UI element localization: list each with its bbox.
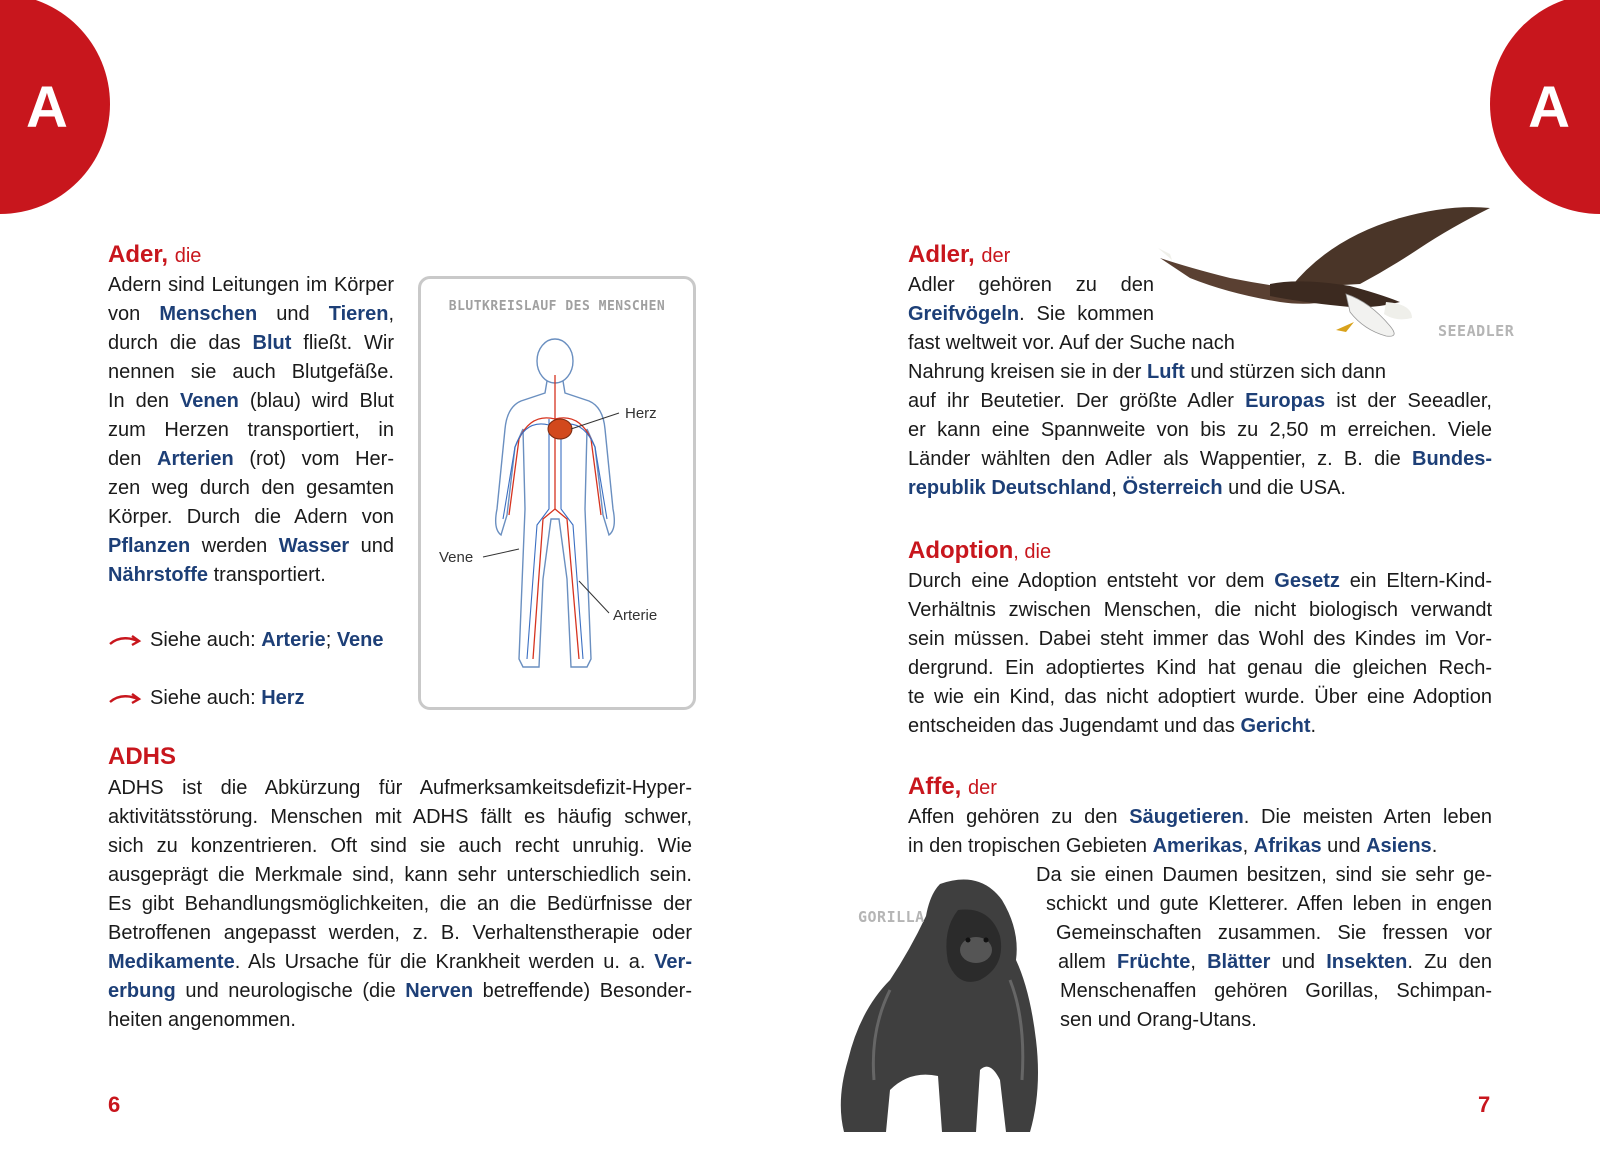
eagle-caption: SEEADLER (1438, 322, 1515, 340)
text-line (108, 1006, 692, 1035)
text-run: nennen sie auch Blutgefäße. (108, 361, 394, 383)
see-also-ader-2: Siehe auch: Herz (108, 684, 305, 713)
text-run: sen und Orang-Utans. (1060, 1009, 1257, 1031)
text-run: . Zu den (1407, 951, 1492, 973)
text-line (108, 358, 394, 387)
cross-reference-link[interactable]: Arterien (157, 448, 234, 470)
text-run: in den tropischen Gebieten (908, 835, 1153, 857)
text-run: er kann eine Spannweite von bis zu 2,50 m erreichen. Viele (908, 419, 1492, 441)
arrow-icon (108, 633, 142, 649)
text-line (908, 654, 1492, 683)
text-run: betreffende) Besonder- (473, 980, 692, 1002)
text-run: ein Eltern-Kind- (1339, 570, 1492, 592)
text-line (108, 890, 692, 919)
page-number-right: 7 (1478, 1092, 1491, 1117)
diagram-title: BLUTKREISLAUF DES MENSCHEN (448, 299, 666, 314)
cross-reference-link[interactable]: Menschen (159, 303, 258, 325)
text-line (108, 977, 692, 1006)
text-run: auf ihr Beutetier. Der größte Adler (908, 390, 1246, 412)
text-run: Es gibt Behandlungsmöglichkeiten, die an die Bedürfnisse der (108, 893, 692, 915)
text-run: Adern sind Leitungen im Körper (108, 274, 394, 296)
cross-reference-link[interactable]: Pflanzen (108, 535, 191, 557)
text-line (908, 567, 1492, 596)
entry-text-adler-narrow-3 (908, 329, 1235, 358)
entry-text-affe-narrow-3 (1056, 919, 1492, 948)
text-line (908, 832, 1492, 861)
text-line (108, 503, 394, 532)
text-run: von (108, 303, 160, 325)
link-arterie[interactable]: Arterie (261, 629, 326, 651)
cross-reference-link[interactable]: Nährstoffe (108, 564, 209, 586)
entry-text-adler-narrow-2 (908, 300, 1154, 329)
text-run: In den (108, 390, 180, 412)
text-run: und (257, 303, 329, 325)
text-run: , (1190, 951, 1208, 973)
text-run: Länder wählten den Adler als Wappentier, z. B. die (908, 448, 1412, 470)
text-line (108, 387, 394, 416)
cross-reference-link[interactable]: Österreich (1122, 477, 1223, 499)
cross-reference-link[interactable]: Blätter (1207, 951, 1271, 973)
text-line (908, 445, 1492, 474)
text-run: Nahrung kreisen sie in der (908, 361, 1148, 383)
cross-reference-link[interactable]: erbung (108, 980, 176, 1002)
text-line (908, 625, 1492, 654)
entry-title-ader: Ader, die (108, 241, 202, 268)
text-run: sich zu konzentrieren. Oft sind sie auch recht unruhig. Wie (108, 835, 692, 857)
cross-reference-link[interactable]: Tieren (328, 303, 389, 325)
text-run: transportiert. (208, 564, 326, 586)
text-run: zum Herzen transportiert, in (108, 419, 394, 441)
text-line (108, 832, 692, 861)
text-run: Da sie einen Daumen besitzen, sind sie sehr ge- (1036, 864, 1492, 886)
circulation-diagram (418, 276, 696, 710)
text-run: . (1431, 835, 1438, 857)
entry-text-adler-narrow-4 (908, 358, 1386, 387)
text-run: und die USA. (1222, 477, 1346, 499)
text-line (108, 416, 394, 445)
link-vene[interactable]: Vene (336, 629, 384, 651)
text-run: und (1270, 951, 1327, 973)
text-line (908, 712, 1492, 741)
entry-text-ader (108, 271, 394, 590)
entry-text-adler-wide (908, 387, 1492, 503)
cross-reference-link[interactable]: Säugetieren (1129, 806, 1244, 828)
text-run: ADHS ist die Abkürzung für Aufmerksamkeitsdefizit-Hyper- (108, 777, 692, 799)
text-line (108, 271, 394, 300)
text-run: Gemeinschaften zusammen. Sie fressen vor (1056, 922, 1492, 944)
chapter-letter-left: A (26, 75, 68, 140)
chapter-letter-right: A (1528, 75, 1570, 140)
gorilla-caption: GORILLA (858, 908, 925, 926)
entry-text-affe-narrow-2 (1046, 890, 1492, 919)
text-run: Körper. Durch die Adern von (108, 506, 394, 528)
text-run: (rot) vom Her- (233, 448, 394, 470)
page-number-left: 6 (108, 1092, 121, 1117)
text-run: Durch eine Adoption entsteht vor dem (908, 570, 1275, 592)
text-run: aktivitätsstörung. Menschen mit ADHS fällt es häufig schwer, (108, 806, 692, 828)
text-run: , (1242, 835, 1254, 857)
text-line (108, 803, 692, 832)
text-line (108, 300, 394, 329)
cross-reference-link[interactable]: Europas (1245, 390, 1326, 412)
text-run: . Sie kommen (1019, 303, 1154, 325)
text-run: werden (190, 535, 279, 557)
entry-text-affe-full (908, 803, 1492, 861)
text-line (108, 561, 394, 590)
text-run: Adler gehören zu den (908, 274, 1154, 296)
arrow-icon (108, 691, 142, 707)
text-run: und (1321, 835, 1367, 857)
text-line (908, 596, 1492, 625)
text-run: . (1310, 715, 1317, 737)
text-run: Affen gehören zu den (908, 806, 1130, 828)
text-run: dergrund. Ein adoptiertes Kind hat genau die gleichen Rech- (908, 657, 1492, 679)
text-line (908, 683, 1492, 712)
text-line (108, 474, 394, 503)
text-run: Betroffenen angepasst werden, z. B. Verhaltenstherapie oder (108, 922, 692, 944)
text-line (108, 919, 692, 948)
text-run: ausgeprägt die Merkmale sind, kann sehr unterschiedlich sein. (108, 864, 692, 886)
link-herz[interactable]: Herz (261, 687, 305, 709)
text-line (108, 532, 394, 561)
cross-reference-link[interactable]: Ver- (654, 951, 692, 973)
entry-text-adhs (108, 774, 692, 1035)
text-run: . Als Ursache für die Krankheit werden u. a. (234, 951, 655, 973)
human-body-illustration (421, 279, 693, 707)
text-run: . Die meisten Arten leben (1243, 806, 1492, 828)
cross-reference-link[interactable]: Greifvögeln (908, 303, 1020, 325)
diagram-label-arterie: Arterie (613, 607, 658, 624)
text-run: und (349, 535, 394, 557)
entry-title-affe: Affe, der (908, 773, 997, 800)
cross-reference-link[interactable]: republik Deutschland (908, 477, 1112, 499)
entry-text-adler-narrow-1 (908, 271, 1154, 300)
text-run: Verhältnis zwischen Menschen, die nicht biologisch verwandt (908, 599, 1492, 621)
text-run: durch die das (108, 332, 253, 354)
cross-reference-link[interactable]: Medikamente (108, 951, 235, 973)
cross-reference-link[interactable]: Nerven (405, 980, 474, 1002)
cross-reference-link[interactable]: Wasser (278, 535, 350, 557)
cross-reference-link[interactable]: Bundes- (1412, 448, 1492, 470)
cross-reference-link[interactable]: Venen (179, 390, 239, 412)
cross-reference-link[interactable]: Blut (252, 332, 292, 354)
cross-reference-link[interactable]: Früchte (1116, 951, 1191, 973)
text-line (908, 803, 1492, 832)
text-run: den (108, 448, 158, 470)
text-run: , (1111, 477, 1123, 499)
cross-reference-link[interactable]: Insekten (1326, 951, 1408, 973)
text-run: und neurologische (die (175, 980, 406, 1002)
text-line (908, 387, 1492, 416)
text-line (108, 861, 692, 890)
text-line (108, 445, 394, 474)
text-line (908, 416, 1492, 445)
cross-reference-link[interactable]: Gericht (1240, 715, 1311, 737)
text-run: , (388, 303, 394, 325)
text-run: heiten angenommen. (108, 1009, 296, 1031)
diagram-label-herz: Herz (625, 405, 657, 422)
entry-title-adler: Adler, der (908, 241, 1011, 268)
entry-title-adoption: Adoption, die (908, 537, 1052, 564)
cross-reference-link[interactable]: Gesetz (1274, 570, 1340, 592)
text-line (108, 948, 692, 977)
text-run: fast weltweit vor. Auf der Suche nach (908, 332, 1235, 354)
diagram-label-vene: Vene (439, 549, 474, 566)
text-run: ist der Seeadler, (1325, 390, 1492, 412)
text-run: te wie ein Kind, das nicht adoptiert wurde. Über eine Adoption (908, 686, 1492, 708)
text-run: fließt. Wir (291, 332, 394, 354)
entry-text-adoption (908, 567, 1492, 741)
text-run: Menschenaffen gehören Gorillas, Schimpan- (1060, 980, 1492, 1002)
text-run: sein müssen. Dabei steht immer das Wohl des Kindes im Vor- (908, 628, 1492, 650)
entry-text-affe-narrow-4 (1058, 948, 1492, 977)
text-line (908, 474, 1492, 503)
text-run: entscheiden das Jugendamt und das (908, 715, 1241, 737)
cross-reference-link[interactable]: Asiens (1366, 835, 1432, 857)
text-line (108, 774, 692, 803)
text-run: und stürzen sich dann (1184, 361, 1387, 383)
text-line (108, 329, 394, 358)
entry-title-adhs: ADHS (108, 743, 177, 770)
cross-reference-link[interactable]: Amerikas (1152, 835, 1243, 857)
entry-text-affe-narrow-1 (1036, 861, 1492, 890)
see-also-ader-1: Siehe auch: Arterie; Vene (108, 626, 384, 655)
cross-reference-link[interactable]: Luft (1147, 361, 1185, 383)
text-run: zen weg durch den gesamten (108, 477, 394, 499)
entry-text-affe-narrow-6 (1060, 1006, 1257, 1035)
text-run: (blau) wird Blut (238, 390, 394, 412)
text-run: allem (1058, 951, 1117, 973)
cross-reference-link[interactable]: Afrikas (1253, 835, 1322, 857)
entry-text-affe-narrow-5 (1060, 977, 1492, 1006)
text-run: schickt und gute Kletterer. Affen leben in engen (1046, 893, 1492, 915)
